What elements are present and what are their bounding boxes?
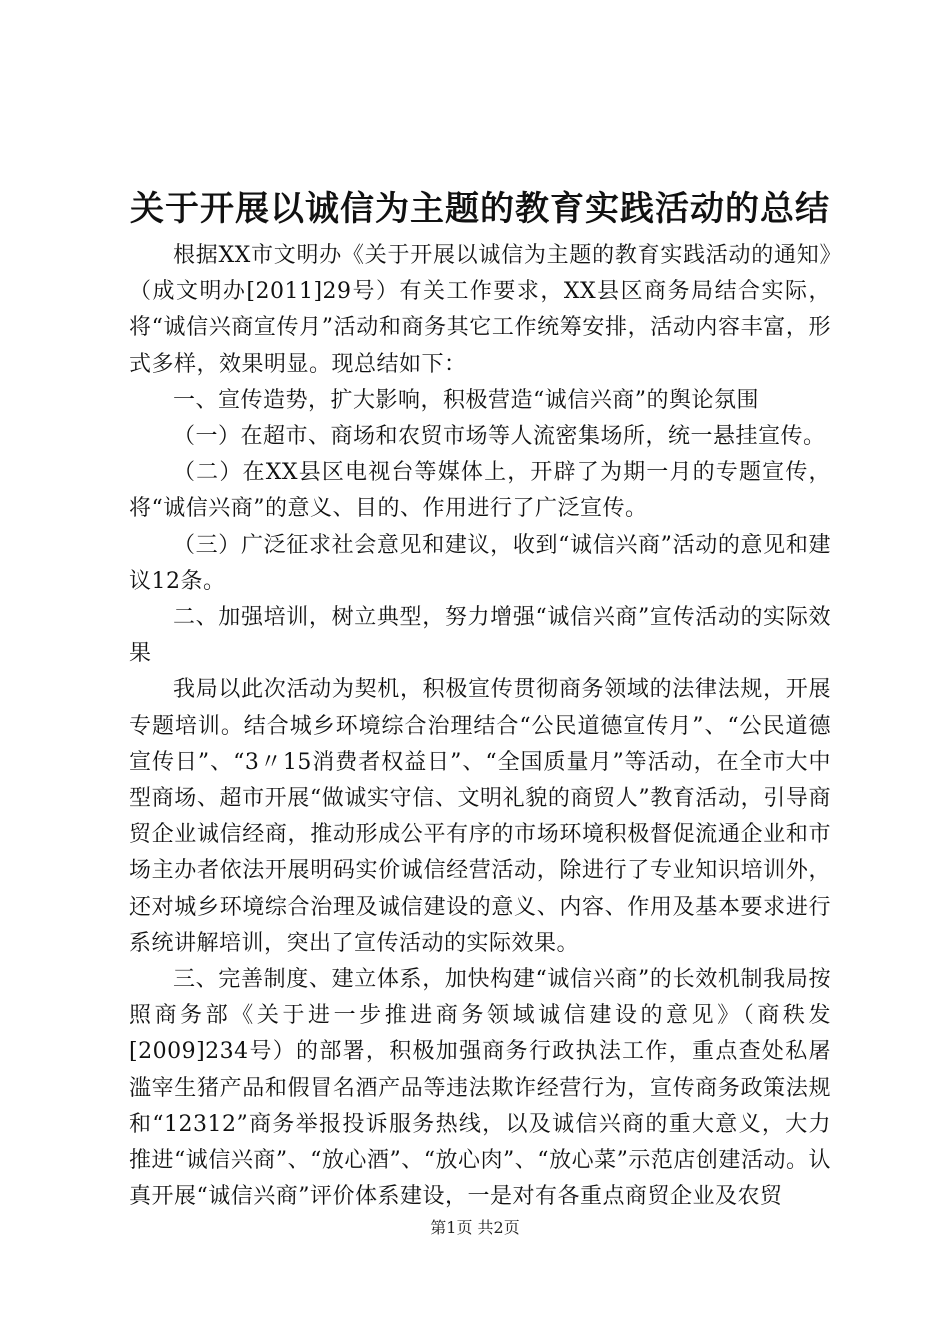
- document-title: 关于开展以诚信为主题的教育实践活动的总结: [130, 189, 830, 229]
- document-body: [129, 238, 831, 1215]
- paragraph-item-3: （三）广泛征求社会意见和建议，收到“诚信兴商”活动的意见和建议12条。: [129, 532, 831, 594]
- paragraph-item-2: （二）在XX县区电视台等媒体上，开辟了为期一月的专题宣传，将“诚信兴商”的意义、目的、作用进行了广泛宣传。: [129, 460, 831, 522]
- paragraph-intro: 根据XX市文明办《关于开展以诚信为主题的教育实践活动的通知》（成文明办[2011]29号）有关工作要求，XX县区商务局结合实际，将“诚信兴商宣传月”活动和商务其它工作统筹安排，活动内容丰富，形式多样，效果明显。现总结如下：: [129, 243, 831, 377]
- section-heading-3: 三、完善制度、建立体系，加快构建“诚信兴商”的长效机制我局按照商务部《关于进一步推进商务领域诚信建设的意见》（商秩发[2009]234号）的部署，积极加强商务行政执法工作，重点查处私屠滥宰生猪产品和假冒名酒产品等违法欺诈经营行为，宣传商务政策法规和“12312”商务举报投诉服务热线，以及诚信兴商的重大意义，大力推进“诚信兴商”、“放心酒”、“放心肉”、“放心菜”示范店创建活动。认真开展“诚信兴商”评价体系建设，一是对有各重点商贸企业及农贸: [129, 967, 831, 1210]
- paragraph-training: 我局以此次活动为契机，积极宣传贯彻商务领域的法律法规，开展专题培训。结合城乡环境综合治理结合“公民道德宣传月”、“公民道德宣传日”、“3〃15消费者权益日”、“全国质量月”等活动，在全市大中型商场、超市开展“做诚实守信、文明礼貌的商贸人”教育活动，引导商贸企业诚信经商，推动形成公平有序的市场环境积极督促流通企业和市场主办者依法开展明码实价诚信经营活动，除进行了专业知识培训外，还对城乡环境综合治理及诚信建设的意义、内容、作用及基本要求进行系统讲解培训，突出了宣传活动的实际效果。: [129, 677, 831, 956]
- paragraph-item-1: （一）在超市、商场和农贸市场等人流密集场所，统一悬挂宣传。: [173, 424, 826, 450]
- page-footer: 第1页 共2页: [430, 1218, 520, 1237]
- section-heading-2: 二、加强培训，树立典型，努力增强“诚信兴商”宣传活动的实际效果: [129, 605, 831, 667]
- section-heading-1: 一、宣传造势，扩大影响，积极营造“诚信兴商”的舆论氛围: [173, 387, 759, 413]
